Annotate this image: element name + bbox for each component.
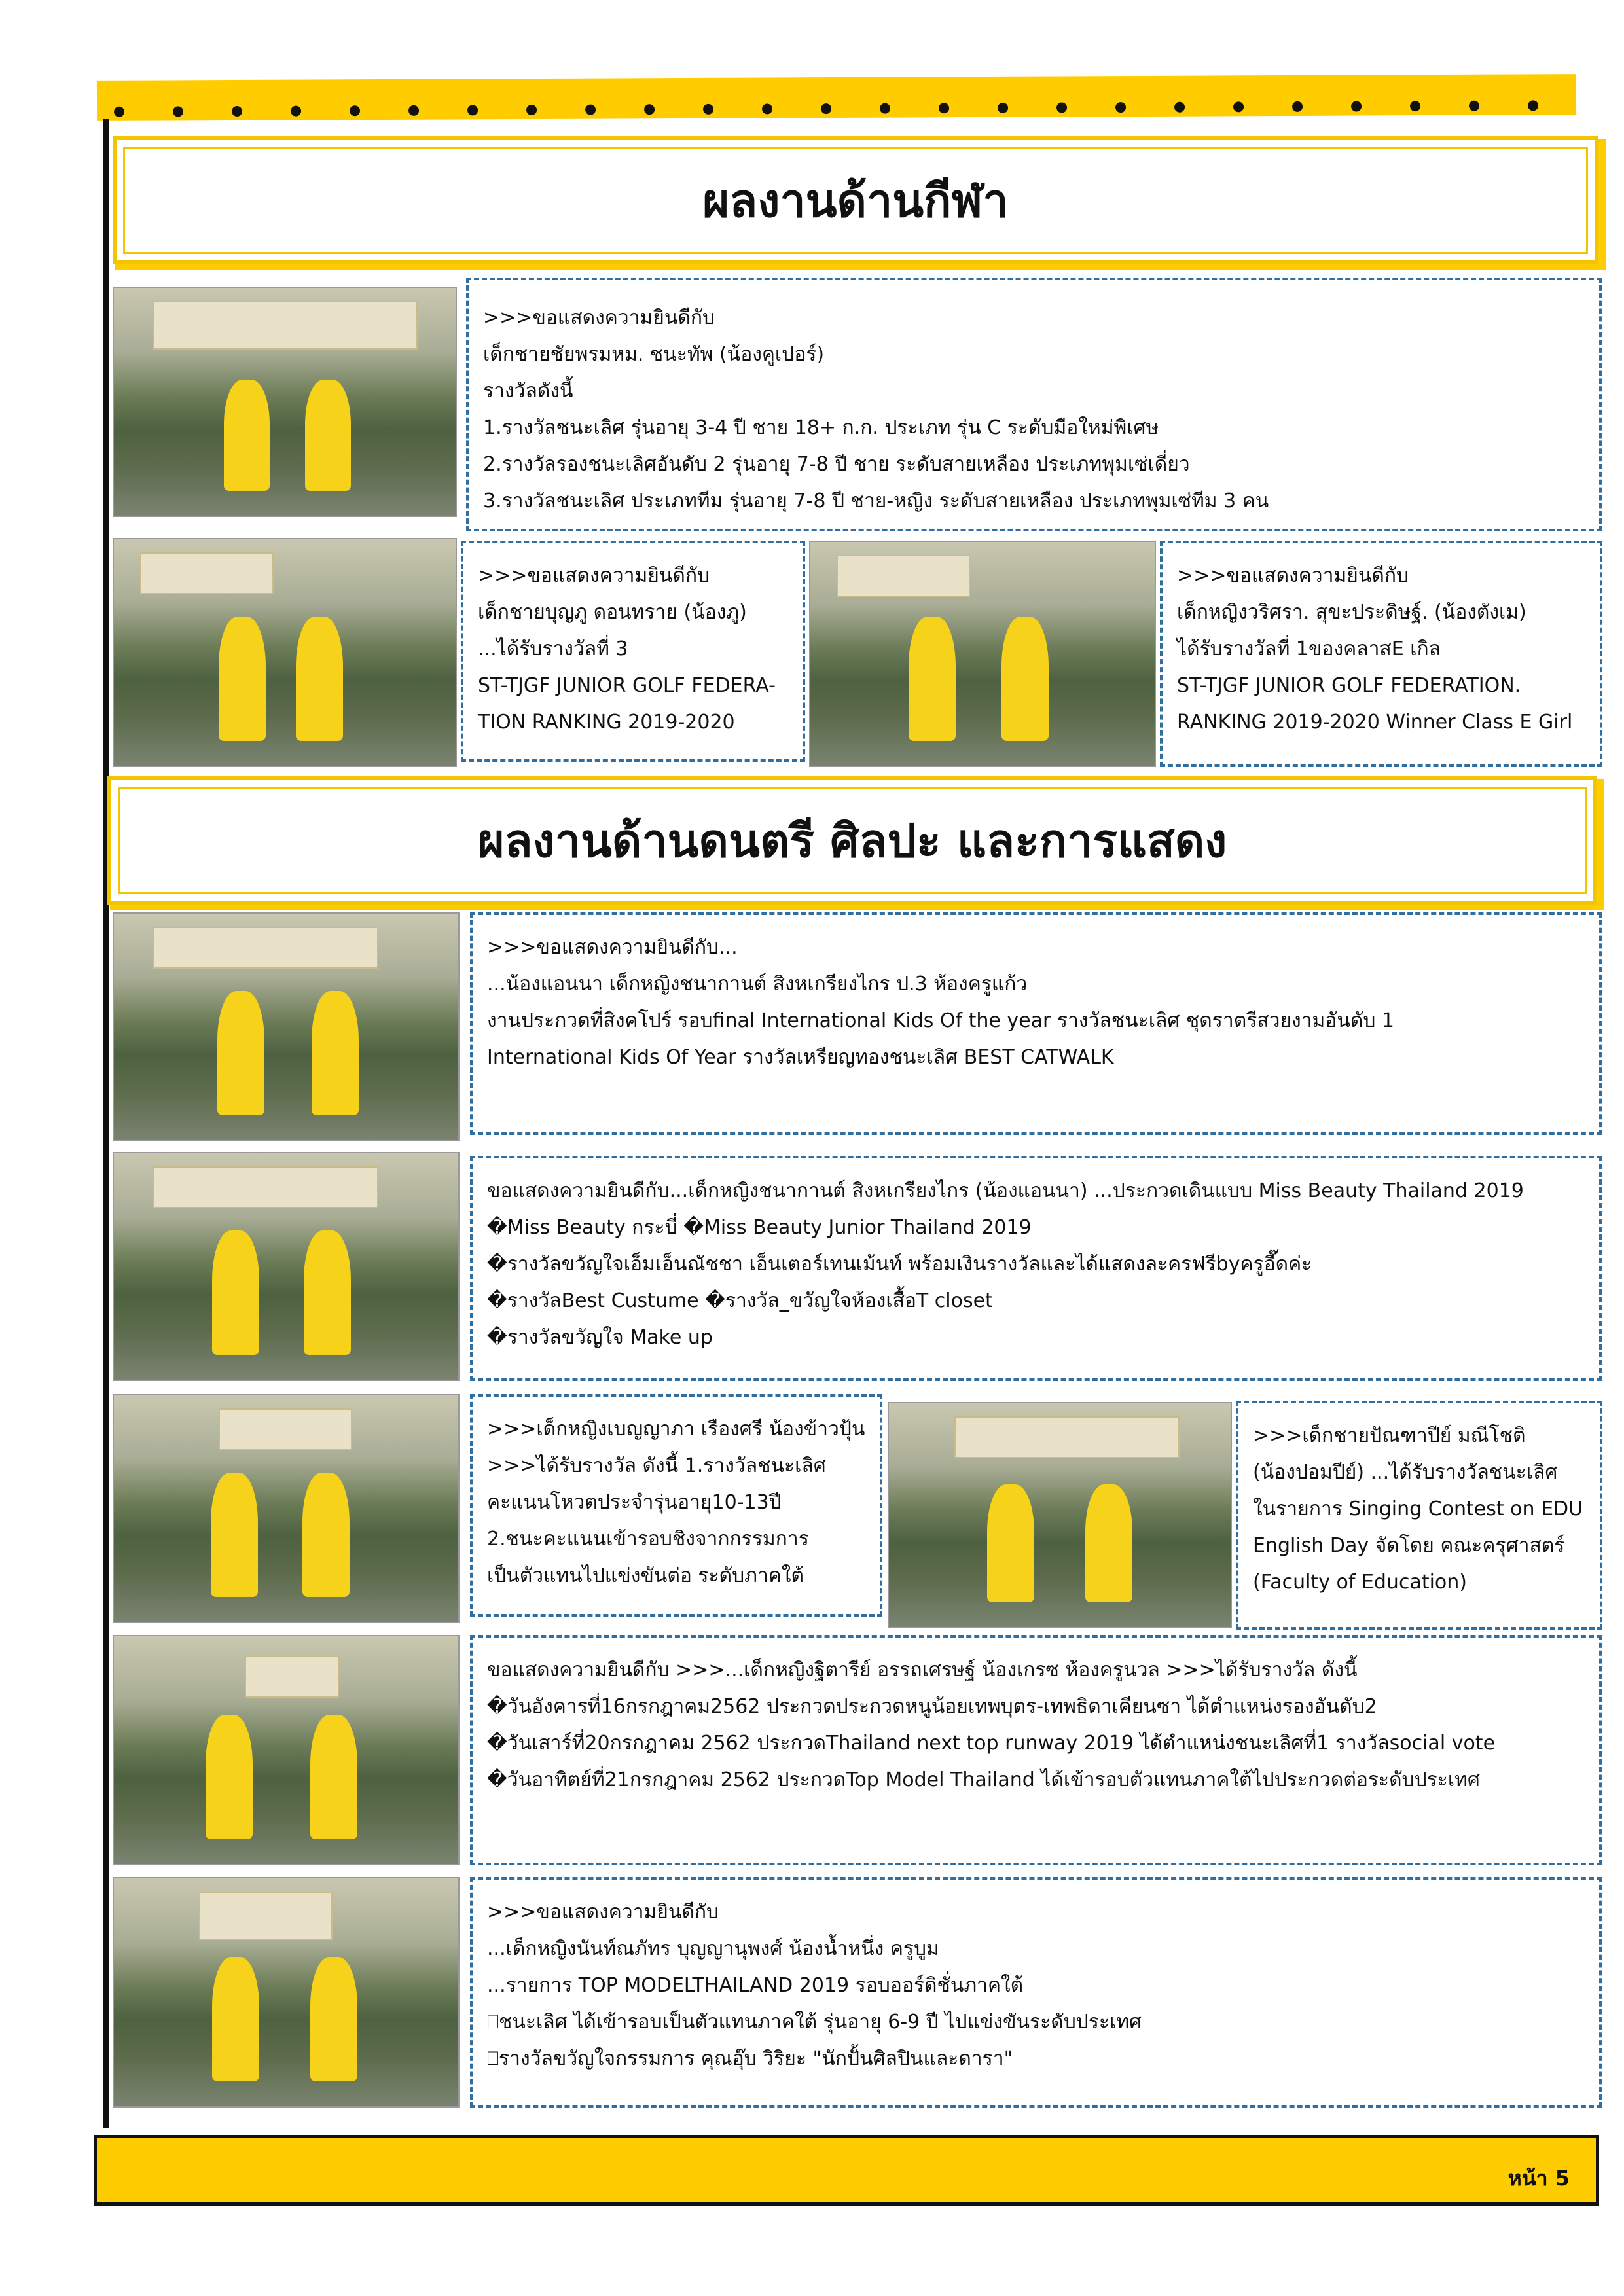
- strip-dot: [1115, 102, 1126, 113]
- text-line: เป็นตัวแทนไปแข่งขันต่อ ระดับภาคใต้: [487, 1564, 804, 1587]
- strip-dot: [939, 103, 949, 113]
- text-line: International Kids Of Year รางวัลเหรียญทองชนะเลิศ BEST CATWALK: [487, 1046, 1114, 1069]
- photo-award-9: [113, 1877, 460, 2108]
- text-line: RANKING 2019-2020 Winner Class E Girl: [1177, 711, 1573, 734]
- text-line: >>>ขอแสดงความยินดีกับ: [487, 1901, 719, 1924]
- strip-dot: [1351, 101, 1362, 112]
- section-title-box: [107, 776, 1597, 905]
- text-line: ขอแสดงความยินดีกับ...เด็กหญิงชนากานต์ สิงหเกรียงไกร (น้องแอนนา) ...ประกวดเดินแบบ Miss Beauty Thailand 2019: [487, 1179, 1524, 1202]
- text-line: >>>ได้รับรางวัล ดังนี้ 1.รางวัลชนะเลิศ: [487, 1454, 826, 1477]
- text-line: รางวัลดังนี้: [483, 380, 573, 403]
- text-line: �รางวัลBest Custume �รางวัล_ขวัญใจห้องเสื้อT closet: [487, 1289, 993, 1312]
- text-line: ...รายการ TOP MODELTHAILAND 2019 รอบออร์ดิชั่นภาคใต้: [487, 1974, 1024, 1997]
- text-line: ได้รับรางวัลที่ 1ของคลาสE เกิล: [1177, 637, 1441, 660]
- text-line: TION RANKING 2019-2020: [478, 711, 735, 734]
- text-line: 1.รางวัลชนะเลิศ รุ่นอายุ 3-4 ปี ชาย 18+ ก.ก. ประเภท รุ่น C ระดับมือใหม่พิเศษ: [483, 416, 1159, 439]
- award-text-box: [461, 541, 805, 762]
- award-text-box: [1160, 541, 1602, 767]
- text-line: �รางวัลขวัญใจเอ็มเอ็นณัชชา เอ็นเตอร์เทนเม้นท์ พร้อมเงินรางวัลและได้แสดงละครฟรีbyครูอี๊ดค่ะ: [487, 1253, 1312, 1276]
- text-line: ในรายการ Singing Contest on EDU: [1253, 1498, 1583, 1520]
- strip-dot: [998, 103, 1008, 113]
- text-line: >>>เด็กชายปัณฑาปีย์ มณีโชติ: [1253, 1424, 1526, 1447]
- strip-dot: [821, 103, 831, 114]
- text-line: ⎕ชนะเลิศ ได้เข้ารอบเป็นตัวแทนภาคใต้ รุ่นอายุ 6-9 ปี ไปแข่งขันระดับประเทศ: [487, 2011, 1142, 2034]
- strip-dot: [644, 104, 655, 115]
- text-line: ST-TJGF JUNIOR GOLF FEDERA-: [478, 674, 776, 697]
- section-title: ผลงานด้านดนตรี ศิลปะ และการแสดง: [477, 814, 1227, 868]
- text-line: คะแนนโหวตประจำรุ่นอายุ10-13ปี: [487, 1491, 782, 1514]
- photo-award-2: [113, 538, 457, 767]
- text-line: �Miss Beauty กระบี่ �Miss Beauty Junior Thailand 2019: [487, 1216, 1032, 1239]
- strip-dot: [1233, 101, 1244, 112]
- text-line: >>>ขอแสดงความยินดีกับ: [1177, 564, 1409, 587]
- text-line: ...เด็กหญิงนันท์ณภัทร บุญญานุพงศ์ น้องน้ำหนึ่ง ครูบูม: [487, 1937, 939, 1960]
- strip-dot: [232, 106, 242, 117]
- text-line: �วันอังคารที่16กรกฎาคม2562 ประกวดประกวดหนูน้อยเทพบุตร-เทพธิดาเคียนซา ได้ตำแหน่งรองอันดับ2: [487, 1695, 1377, 1718]
- text-line: 2.รางวัลรองชนะเลิศอันดับ 2 รุ่นอายุ 7-8 ปี ชาย ระดับสายเหลือง ประเภทพุมเซ่เดี่ยว: [483, 453, 1190, 476]
- strip-dot: [350, 105, 360, 116]
- strip-dot: [467, 105, 478, 115]
- strip-dot: [1528, 100, 1538, 111]
- strip-dot: [1056, 102, 1067, 113]
- text-line: ⎕รางวัลขวัญใจกรรมการ คุณอุ๊บ วิริยะ "นักปั้นศิลปินและดารา": [487, 2047, 1013, 2070]
- photo-award-6: [113, 1394, 460, 1623]
- text-line: >>>ขอแสดงความยินดีกับ: [483, 306, 715, 329]
- text-line: 3.รางวัลชนะเลิศ ประเภททีม รุ่นอายุ 7-8 ปี ชาย-หญิง ระดับสายเหลือง ประเภทพุมเซ่ทีม 3 คน: [483, 490, 1269, 512]
- text-line: >>>ขอแสดงความยินดีกับ: [478, 564, 710, 587]
- photo-award-3: [809, 541, 1156, 767]
- strip-dot: [526, 105, 537, 115]
- photo-award-5: [113, 1152, 460, 1381]
- strip-dot: [173, 106, 183, 117]
- text-line: English Day จัดโดย คณะครุศาสตร์: [1253, 1534, 1565, 1557]
- strip-dot: [880, 103, 890, 114]
- photo-award-4: [113, 912, 460, 1141]
- strip-dot: [1410, 101, 1420, 111]
- text-line: ST-TJGF JUNIOR GOLF FEDERATION.: [1177, 674, 1521, 697]
- photo-award-8: [113, 1635, 460, 1865]
- award-text-box: [470, 1156, 1602, 1381]
- left-border-line: [103, 119, 109, 2128]
- award-text-box: [470, 912, 1602, 1135]
- text-line: >>>ขอแสดงความยินดีกับ...: [487, 936, 738, 959]
- text-line: (Faculty of Education): [1253, 1571, 1467, 1594]
- strip-dot: [703, 104, 713, 115]
- strip-dot: [762, 103, 772, 114]
- award-text-box: [470, 1394, 882, 1617]
- strip-dot: [1174, 102, 1185, 113]
- text-line: �วันอาทิตย์ที่21กรกฎาคม 2562 ประกวดTop Model Thailand ได้เข้ารอบตัวแทนภาคใต้ไปประกวดต่อระดับประเทศ: [487, 1768, 1480, 1791]
- text-line: เด็กชายชัยพรมหม. ชนะทัพ (น้องคูเปอร์): [483, 343, 825, 366]
- section-title-inner-frame: [123, 147, 1588, 254]
- strip-dot: [1469, 101, 1479, 111]
- strip-dot: [1292, 101, 1303, 112]
- award-text-box: [470, 1635, 1602, 1865]
- text-line: เด็กชายบุญภู ดอนทราย (น้องภู): [478, 601, 747, 624]
- text-line: �รางวัลขวัญใจ Make up: [487, 1326, 713, 1349]
- text-line: (น้องปอมปีย์) ...ได้รับรางวัลชนะเลิศ: [1253, 1461, 1558, 1484]
- award-text-box: [1236, 1401, 1602, 1630]
- section-title: ผลงานด้านกีฬา: [702, 173, 1009, 228]
- text-line: งานประกวดที่สิงคโปร์ รอบfinal International Kids Of the year รางวัลชนะเลิศ ชุดราตรีสวยงามอันดับ 1: [487, 1009, 1394, 1032]
- text-line: 2.ชนะคะแนนเข้ารอบชิงจากกรรมการ: [487, 1528, 809, 1551]
- text-line: เด็กหญิงวริศรา. สุขะประดิษฐ์. (น้องตังเม): [1177, 601, 1526, 624]
- text-line: ...น้องแอนนา เด็กหญิงชนากานต์ สิงหเกรียงไกร ป.3 ห้องครูแก้ว: [487, 973, 1028, 996]
- top-yellow-strip: [97, 74, 1576, 121]
- strip-dot: [291, 106, 301, 117]
- award-text-box: [466, 278, 1602, 531]
- photo-award-1: [113, 287, 457, 517]
- text-line: �วันเสาร์ที่20กรกฎาคม 2562 ประกวดThailand next top runway 2019 ได้ตำแหน่งชนะเลิศที่1 รางวัลsocial vote: [487, 1732, 1496, 1755]
- strip-dot: [408, 105, 419, 116]
- strip-dot: [585, 105, 596, 115]
- footer-bar: [94, 2135, 1599, 2206]
- photo-award-7: [888, 1402, 1232, 1628]
- section-title-inner-frame: [118, 787, 1587, 894]
- section-title-box: [113, 136, 1598, 264]
- page-number: หน้า 5: [1507, 2166, 1570, 2191]
- text-line: ขอแสดงความยินดีกับ >>>...เด็กหญิงฐิตารีย์ อรรถเศรษฐ์ น้องเกรซ ห้องครูนวล >>>ได้รับรางวัล ดังนี้: [487, 1659, 1358, 1681]
- award-text-box: [470, 1877, 1602, 2108]
- text-line: >>>เด็กหญิงเบญญาภา เรืองศรี น้องข้าวปุ้น: [487, 1418, 865, 1441]
- text-line: ...ได้รับรางวัลที่ 3: [478, 637, 628, 660]
- strip-dot: [114, 107, 124, 117]
